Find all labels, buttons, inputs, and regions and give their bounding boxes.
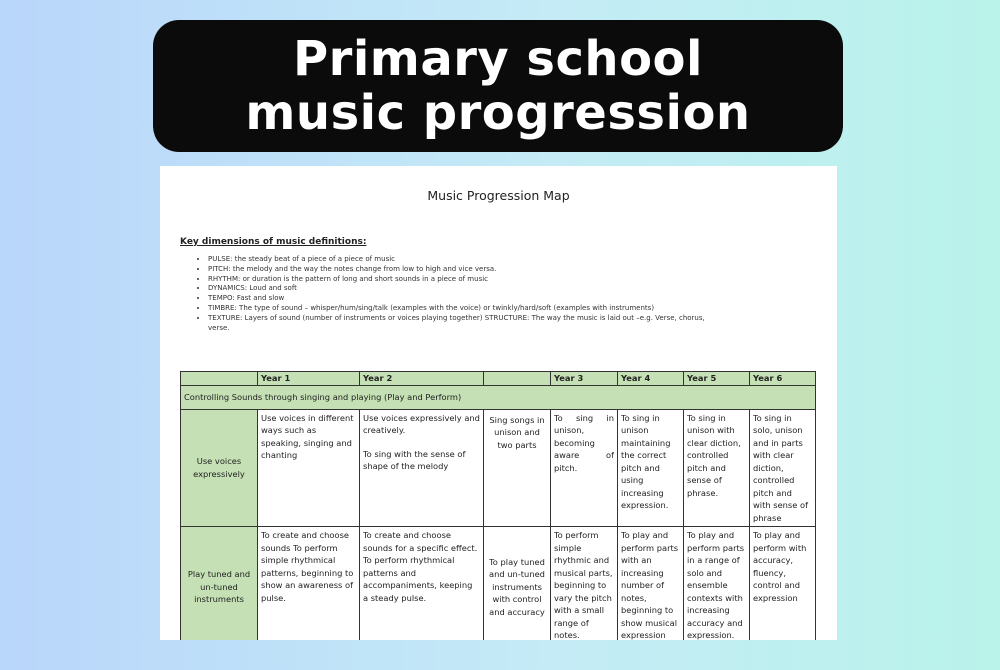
progression-table	[180, 371, 816, 640]
header-year-4: Year 4	[618, 372, 684, 386]
definition-item: • TEMPO: Fast and slow	[208, 294, 708, 304]
cell-year-2	[360, 409, 484, 527]
document-page	[160, 166, 837, 640]
cell-year-6: To sing in solo, unison and in parts with clear diction, controlled pitch and with sense of phrase	[750, 409, 816, 527]
definition-item: • PULSE: the steady beat of a piece of a piece of music	[208, 255, 708, 265]
table-row	[181, 527, 816, 641]
title-banner	[153, 20, 843, 152]
table-row	[181, 409, 816, 527]
header-year-3: Year 3	[551, 372, 618, 386]
header-year-5: Year 5	[684, 372, 750, 386]
row-label: Use voices expressively	[181, 409, 258, 527]
banner-title-line-1: Primary school	[293, 31, 703, 87]
cell-year-3: To sing in unison, becoming aware of pitch.	[551, 409, 618, 527]
cell-year-1: Use voices in different ways such as speaking, singing and chanting	[258, 409, 360, 527]
header-cell	[484, 372, 551, 386]
definition-item: • DYNAMICS: Loud and soft	[208, 284, 708, 294]
definition-item: • PITCH: the melody and the way the notes change from low to high and vice versa.	[208, 265, 708, 275]
definition-item: • RHYTHM: or duration is the pattern of long and short sounds in a piece of music	[208, 275, 708, 285]
strand-title: Controlling Sounds through singing and playing (Play and Perform)	[181, 385, 816, 409]
cell-year-2-part-2: To sing with the sense of shape of the melody	[363, 448, 466, 471]
cell-year-1: To create and choose sounds To perform simple rhythmical patterns, beginning to show an awareness of pulse.	[258, 527, 360, 641]
definitions-list	[194, 255, 708, 333]
banner-title-line-2: music progression	[245, 85, 751, 141]
cell-year-2: To create and choose sounds for a specific effect. To perform rhythmical patterns and accompaniments, keeping a steady pulse.	[360, 527, 484, 641]
key-skill: To play tuned and un-tuned instruments with control and accuracy	[484, 527, 551, 641]
header-year-1: Year 1	[258, 372, 360, 386]
row-label: Play tuned and un-tuned instruments	[181, 527, 258, 641]
header-cell	[181, 372, 258, 386]
cell-year-2-part-1: Use voices expressively and creatively.	[363, 412, 480, 435]
document-title: Music Progression Map	[427, 188, 570, 203]
cell-year-4: To sing in unison maintaining the correct pitch and using increasing expression.	[618, 409, 684, 527]
strand-row	[181, 385, 816, 409]
definition-item: • TEXTURE: Layers of sound (number of instruments or voices playing together) STRUCTURE: The way the music is laid out –e.g. Verse, chorus, verse.	[208, 314, 708, 334]
cell-year-6: To play and perform with accuracy, fluency, control and expression	[750, 527, 816, 641]
cell-year-5: To sing in unison with clear diction, controlled pitch and sense of phrase.	[684, 409, 750, 527]
cell-year-5: To play and perform parts in a range of solo and ensemble contexts with increasing accuracy and expression.	[684, 527, 750, 641]
cell-year-3: To perform simple rhythmic and musical parts, beginning to vary the pitch with a small range of notes.	[551, 527, 618, 641]
definition-item: • TIMBRE: The type of sound – whisper/hum/sing/talk (examples with the voice) or twinkly/hard/soft (examples with instruments)	[208, 304, 708, 314]
cell-year-4: To play and perform parts with an increasing number of notes, beginning to show musical expression	[618, 527, 684, 641]
definitions-heading: Key dimensions of music definitions:	[180, 237, 367, 247]
table-header-row	[181, 372, 816, 386]
key-skill: Sing songs in unison and two parts	[484, 409, 551, 527]
header-year-2: Year 2	[360, 372, 484, 386]
header-year-6: Year 6	[750, 372, 816, 386]
